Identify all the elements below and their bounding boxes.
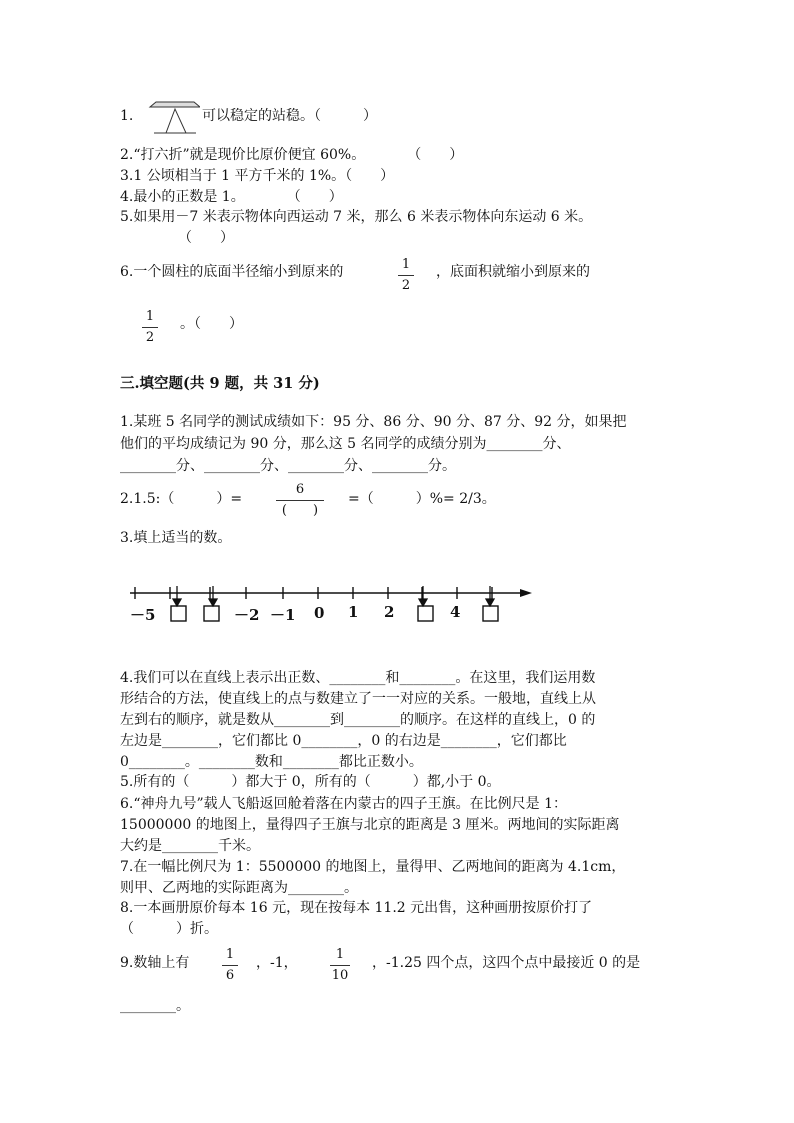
- judge-q1-num: 1.: [120, 108, 134, 124]
- nl-label-0: 0: [314, 604, 325, 622]
- nl-label-4: 4: [450, 603, 461, 621]
- judge-q3: 3.1 公顷相当于 1 平方千米的 1%。（ ）: [120, 168, 395, 184]
- nl-label-minus5: －5: [130, 606, 156, 624]
- number-line: [120, 578, 540, 628]
- fill-q6-line3: 大约是________千米。: [120, 838, 260, 854]
- judge-q6-text-c: 。（ ）: [180, 316, 243, 332]
- judge-q2: 2.“打六折”就是现价比原价便宜 60%。 （ ）: [120, 147, 464, 163]
- section-title: 三.填空题(共 9 题，共 31 分): [120, 375, 320, 392]
- judge-q6-text-a: 6.一个圆柱的底面半径缩小到原来的: [120, 264, 344, 280]
- fill-q7-line1: 7.在一幅比例尺为 1：5500000 的地图上，量得甲、乙两地间的距离为 4.1cm，: [120, 859, 626, 875]
- fill-q1-line2: 他们的平均成绩记为 90 分，那么这 5 名同学的成绩分别为________分、: [120, 436, 571, 452]
- judge-q5-paren: （ ）: [178, 230, 234, 246]
- fill-q6-line2: 15000000 的地图上，量得四子王旗与北京的距离是 3 厘米。两地间的实际距离: [120, 817, 620, 833]
- fill-q9-fraction-1: 1 6: [218, 947, 242, 984]
- fill-q9-text-b: ，-1，: [256, 955, 298, 971]
- fill-q9-fraction-2: 1 10: [331, 947, 349, 983]
- fill-q2-text-a: 2.1.5:（ ）=: [120, 491, 243, 507]
- nl-label-minus1: －1: [270, 606, 296, 624]
- judge-q1-text: 可以稳定的站稳。（ ）: [202, 108, 377, 124]
- fill-q3: 3.填上适当的数。: [120, 530, 232, 546]
- fill-q4-line2: 形结合的方法，使直线上的点与数建立了一一对应的关系。一般地，直线上从: [120, 691, 596, 707]
- fill-q9-text-c: ，-1.25 四个点，这四个点中最接近 0 的是: [372, 955, 641, 971]
- judge-q6-fraction-2: 1 2: [138, 309, 162, 346]
- number-line-boxes: [171, 606, 498, 621]
- fill-q4-line1: 4.我们可以在直线上表示出正数、________和________。在这里，我们运用数: [120, 670, 596, 686]
- judge-q5: 5.如果用－7 米表示物体向西运动 7 米，那么 6 米表示物体向东运动 6 米。: [120, 209, 593, 225]
- judge-q6-fraction-1: 1 2: [394, 257, 418, 294]
- fill-q1-line1: 1.某班 5 名同学的测试成绩如下：95 分、86 分、90 分、87 分、92 分，如果把: [120, 414, 627, 430]
- fill-q8-line1: 8.一本画册原价每本 16 元，现在按每本 11.2 元出售，这种画册按原价打了: [120, 900, 593, 916]
- fill-q7-line2: 则甲、乙两地的实际距离为________。: [120, 880, 358, 896]
- fill-q5: 5.所有的（ ）都大于 0，所有的（ ）都,小于 0。: [120, 774, 501, 790]
- fill-q2-fraction: 6 ( ): [272, 482, 328, 519]
- judge-q4: 4.最小的正数是 1。 （ ）: [120, 189, 343, 205]
- fill-q4-line3: 左到右的顺序，就是数从________到________的顺序。在这样的直线上，0 的: [120, 712, 596, 728]
- judge-q6-text-b: ，底面积就缩小到原来的: [436, 264, 590, 280]
- nl-label-2: 2: [384, 603, 395, 621]
- fill-q4-line4: 左边是________，它们都比 0________，0 的右边是________，它们都比: [120, 733, 567, 749]
- fill-q9-blank: ________。: [120, 998, 190, 1014]
- number-line-arrows: [173, 586, 494, 606]
- fill-q2-text-b: =（ ）%= 2/3。: [348, 491, 496, 507]
- fill-q6-line1: 6.“神舟九号”载人飞船返回舱着落在内蒙古的四子王旗。在比例尺是 1：: [120, 796, 568, 812]
- fill-q1-line3: ________分、________分、________分、________分。: [120, 458, 456, 474]
- fill-q8-line2: （ ）折。: [120, 921, 218, 937]
- fill-q4-line5: 0________。________数和________都比正数小。: [120, 754, 423, 770]
- table-shape-icon: [148, 99, 200, 135]
- nl-label-1: 1: [348, 603, 359, 621]
- fill-q9-text-a: 9.数轴上有: [120, 955, 190, 971]
- nl-label-minus2: －2: [234, 606, 260, 624]
